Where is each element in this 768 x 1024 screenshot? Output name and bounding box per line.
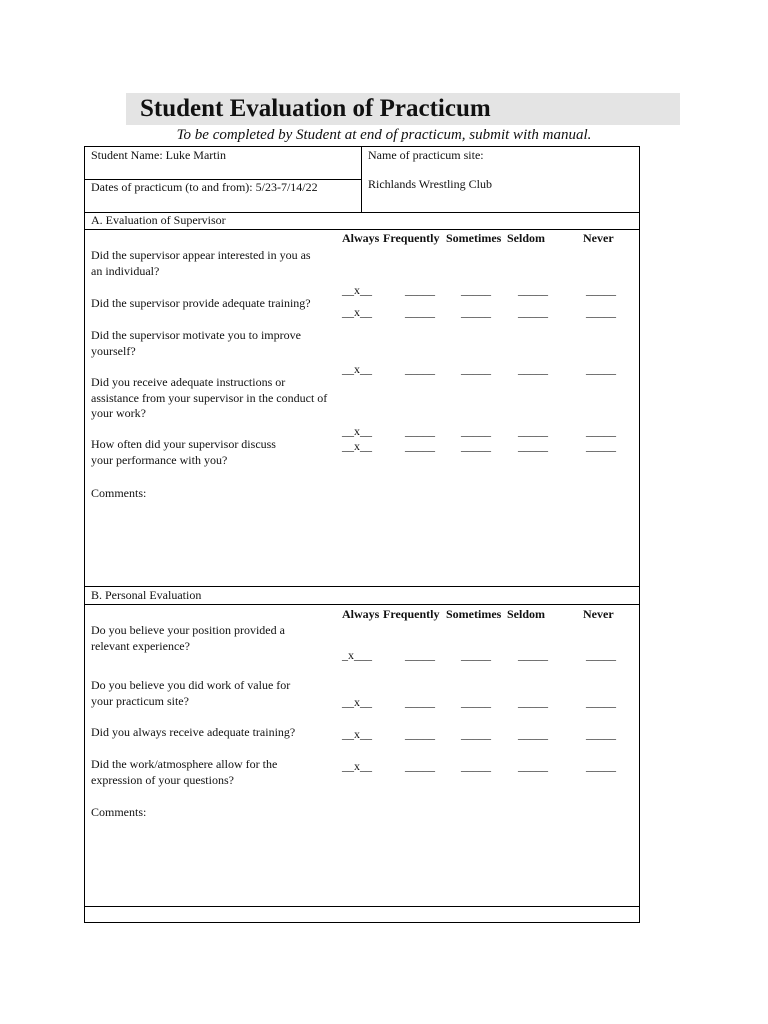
comments-label-b: Comments: [91, 805, 147, 819]
answer-b1-seldom[interactable]: _____ [518, 648, 548, 662]
question-a1: Did the supervisor appear interested in you as an individual? [91, 248, 311, 278]
scale-header-a-always: Always [342, 231, 380, 245]
answer-a2-sometimes[interactable]: _____ [461, 305, 491, 319]
scale-header-a-frequently: Frequently [383, 231, 440, 245]
answer-a2-seldom[interactable]: _____ [518, 305, 548, 319]
answer-b4-seldom[interactable]: _____ [518, 759, 548, 773]
answer-b1-always[interactable]: _x___ [342, 648, 372, 662]
answer-a5-seldom[interactable]: _____ [518, 439, 548, 453]
answer-b4-always[interactable]: __x__ [342, 759, 372, 773]
answer-b4-frequently[interactable]: _____ [405, 759, 435, 773]
answer-a1-frequently[interactable]: _____ [405, 283, 435, 297]
answer-a5-frequently[interactable]: _____ [405, 439, 435, 453]
answer-a1-seldom[interactable]: _____ [518, 283, 548, 297]
answer-b2-seldom[interactable]: _____ [518, 695, 548, 709]
section-a-bottom-line [84, 586, 640, 587]
answer-b3-frequently[interactable]: _____ [405, 727, 435, 741]
answer-b1-never[interactable]: _____ [586, 648, 616, 662]
site-value: Richlands Wrestling Club [368, 177, 492, 191]
answer-b3-sometimes[interactable]: _____ [461, 727, 491, 741]
section-b-heading: B. Personal Evaluation [91, 588, 202, 602]
question-b3: Did you always receive adequate training? [91, 725, 296, 739]
answer-a5-sometimes[interactable]: _____ [461, 439, 491, 453]
section-a-heading: A. Evaluation of Supervisor [91, 213, 226, 227]
question-b2: Do you believe you did work of value for your practicum site? [91, 678, 291, 708]
answer-a4-sometimes[interactable]: _____ [461, 424, 491, 438]
answer-a1-always[interactable]: __x__ [342, 283, 372, 297]
answer-a3-never[interactable]: _____ [586, 362, 616, 376]
dates-field: Dates of practicum (to and from): 5/23-7/14/22 [91, 180, 318, 194]
section-a-header-line [84, 229, 640, 230]
scale-header-b-frequently: Frequently [383, 607, 440, 621]
answer-a1-sometimes[interactable]: _____ [461, 283, 491, 297]
question-a5: How often did your supervisor discuss your performance with you? [91, 437, 276, 467]
answer-b2-sometimes[interactable]: _____ [461, 695, 491, 709]
answer-b4-never[interactable]: _____ [586, 759, 616, 773]
scale-header-a-never: Never [583, 231, 614, 245]
answer-b1-sometimes[interactable]: _____ [461, 648, 491, 662]
answer-a2-frequently[interactable]: _____ [405, 305, 435, 319]
scale-header-b-sometimes: Sometimes [446, 607, 502, 621]
answer-b2-frequently[interactable]: _____ [405, 695, 435, 709]
answer-a2-always[interactable]: __x__ [342, 305, 372, 319]
footer-line [84, 906, 640, 907]
scale-header-b-always: Always [342, 607, 380, 621]
answer-a3-frequently[interactable]: _____ [405, 362, 435, 376]
answer-b3-seldom[interactable]: _____ [518, 727, 548, 741]
answer-a4-never[interactable]: _____ [586, 424, 616, 438]
answer-b1-frequently[interactable]: _____ [405, 648, 435, 662]
site-label: Name of practicum site: [368, 148, 484, 162]
answer-a5-never[interactable]: _____ [586, 439, 616, 453]
subtitle: To be completed by Student at end of practicum, submit with manual. [176, 127, 592, 143]
question-a4: Did you receive adequate instructions or assistance from your supervisor in the conduct of your work? [91, 375, 328, 420]
answer-a4-always[interactable]: __x__ [342, 424, 372, 438]
answer-b3-never[interactable]: _____ [586, 727, 616, 741]
info-divider [361, 146, 362, 212]
answer-a1-never[interactable]: _____ [586, 283, 616, 297]
page-title: Student Evaluation of Practicum [140, 95, 491, 122]
comments-label-a: Comments: [91, 486, 147, 500]
answer-a5-always[interactable]: __x__ [342, 439, 372, 453]
question-b4: Did the work/atmosphere allow for the expression of your questions? [91, 757, 278, 787]
answer-a3-seldom[interactable]: _____ [518, 362, 548, 376]
question-a3: Did the supervisor motivate you to improve yourself? [91, 328, 301, 358]
scale-header-a-sometimes: Sometimes [446, 231, 502, 245]
scale-header-b-seldom: Seldom [507, 607, 546, 621]
question-a2: Did the supervisor provide adequate training? [91, 296, 311, 310]
answer-a4-seldom[interactable]: _____ [518, 424, 548, 438]
answer-a3-always[interactable]: __x__ [342, 362, 372, 376]
answer-b2-always[interactable]: __x__ [342, 695, 372, 709]
answer-a4-frequently[interactable]: _____ [405, 424, 435, 438]
scale-header-b-never: Never [583, 607, 614, 621]
scale-header-a-seldom: Seldom [507, 231, 546, 245]
section-b-header-line [84, 604, 640, 605]
answer-b3-always[interactable]: __x__ [342, 727, 372, 741]
answer-b2-never[interactable]: _____ [586, 695, 616, 709]
answer-a2-never[interactable]: _____ [586, 305, 616, 319]
student-name-field: Student Name: Luke Martin [91, 148, 226, 162]
answer-b4-sometimes[interactable]: _____ [461, 759, 491, 773]
answer-a3-sometimes[interactable]: _____ [461, 362, 491, 376]
question-b1: Do you believe your position provided a relevant experience? [91, 623, 285, 653]
